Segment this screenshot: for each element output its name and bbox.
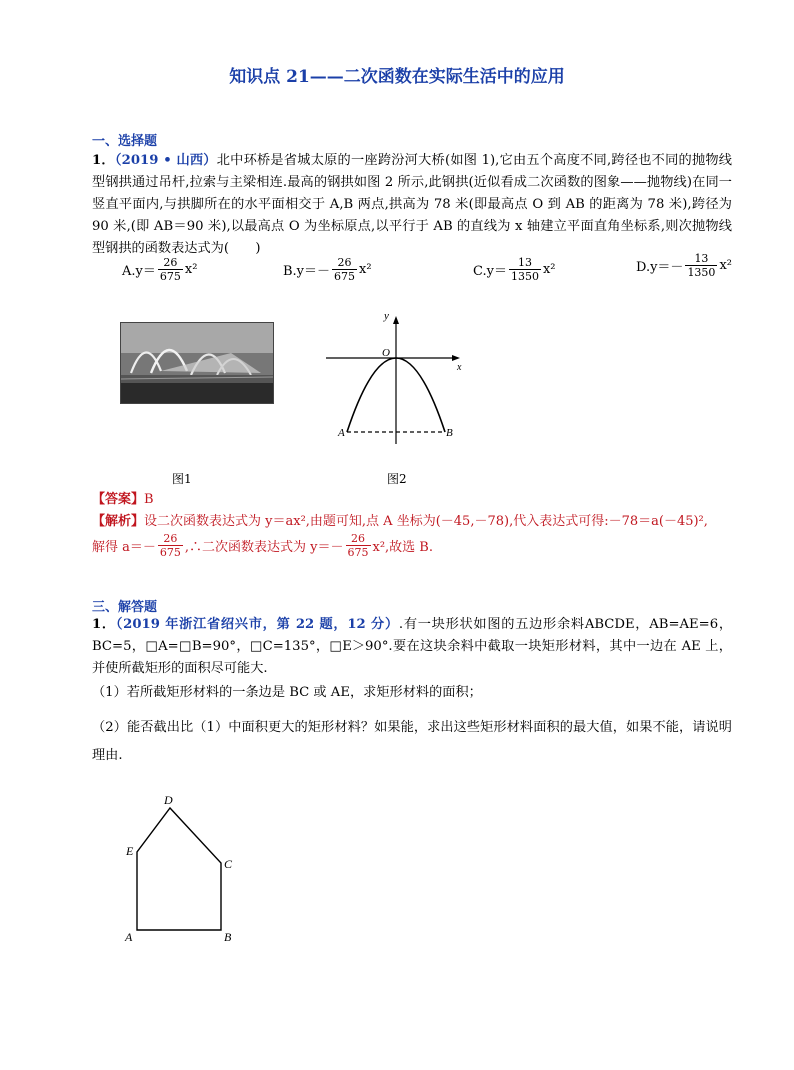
choice-b-prefix: B.y＝－ xyxy=(283,264,331,279)
x-axis-arrow xyxy=(452,355,460,361)
answer-line xyxy=(92,488,154,507)
y-axis-arrow xyxy=(393,316,399,324)
question-source: （2019 • 山西） xyxy=(114,153,217,168)
vertex-a-label: A xyxy=(125,930,133,944)
analysis-fraction-1 xyxy=(158,532,183,559)
choice-c-fraction xyxy=(509,256,541,283)
analysis-fraction-2 xyxy=(346,532,371,559)
vertex-e-label: E xyxy=(126,844,134,858)
choice-a-prefix: A.y＝ xyxy=(122,264,156,279)
bridge-photo xyxy=(120,322,274,404)
question-body: 北中环桥是省城太原的一座跨汾河大桥(如图 1),它由五个高度不同,跨径也不同的抛物线型钢拱通过吊杆,拉索与主梁相连.最高的钢拱如图 2 所示,此钢拱(近似看成二次函数的图象——抛物线)在同一竖直平面内,与拱脚所在的水平面相交于 A,B 两点,拱高为 78 米(即最高点 O 到 AB 的距离为 78 米),跨径为 90 米,(即 AB＝90 米),以最高点 O 为坐标原点,以平行于 AB 的直线为 x 轴建立平面直角坐标系,则次抛物线型钢拱的函数表达式为( ) xyxy=(92,153,732,256)
axis-y-label: y xyxy=(384,310,389,322)
question-2-body: .有一块形状如图的五边形余料ABCDE，AB=AE=6，BC=5，□A=□B=90°，□C=135°，□E＞90°.要在这块余料中截取一块矩形材料，其中一边在 AE 上，并使所截矩形的面积尽可能大. xyxy=(92,617,733,676)
choice-b-suffix: x² xyxy=(359,262,372,277)
choice-d-den: 1350 xyxy=(687,266,716,279)
figure-1-caption: 图1 xyxy=(172,472,192,486)
choice-c-den: 1350 xyxy=(510,270,539,283)
choice-d-prefix: D.y＝－ xyxy=(636,260,684,275)
analysis-text-1: 设二次函数表达式为 y＝ax²,由题可知,点 A 坐标为(－45,－78),代入表达式可得:－78＝a(－45)², xyxy=(144,514,708,529)
pentagon-figure xyxy=(118,788,248,948)
choice-c-num: 13 xyxy=(517,256,532,269)
choice-d-num: 13 xyxy=(694,252,709,265)
question-2-part-1: （1）若所截矩形材料的一条边是 BC 或 AE，求矩形材料的面积； xyxy=(92,685,482,700)
bridge-photo-image xyxy=(121,323,273,403)
choice-b xyxy=(283,256,372,283)
pentagon-abcde xyxy=(137,808,221,930)
question-2-number: 1． xyxy=(92,617,116,632)
parabola-figure xyxy=(320,308,470,446)
analysis-frac-2-den: 675 xyxy=(347,546,369,559)
analysis-text-2-pre: 解得 a＝－ xyxy=(92,540,156,555)
choice-a-suffix: x² xyxy=(184,262,198,277)
vertex-b-label: B xyxy=(224,930,232,944)
choice-d-fraction xyxy=(685,252,717,279)
choice-a xyxy=(122,256,197,283)
question-2-source: （2019 年浙江省绍兴市，第 22 题，12 分） xyxy=(115,617,399,632)
answer-tag: 【答案】 xyxy=(92,492,145,507)
figure-2-caption: 图2 xyxy=(387,472,407,486)
choice-b-den: 675 xyxy=(334,270,356,283)
section-heading-solve: 三、解答题 xyxy=(92,600,158,615)
page-title: 知识点 21——二次函数在实际生活中的应用 xyxy=(229,67,565,87)
choice-a-den: 675 xyxy=(159,270,181,283)
choice-b-num: 26 xyxy=(337,256,352,269)
question-number: 1． xyxy=(92,153,115,168)
point-b-label: B xyxy=(446,427,453,439)
analysis-frac-2-num: 26 xyxy=(351,532,365,545)
question-2-part-2: （2）能否截出比（1）中面积更大的矩形材料？如果能，求出这些矩形材料面积的最大值，如果不能，请说明理由. xyxy=(92,720,732,763)
analysis-text-2-mid: ,∴二次函数表达式为 y＝－ xyxy=(184,540,344,555)
analysis-frac-1-num: 26 xyxy=(163,532,178,545)
analysis-frac-1-den: 675 xyxy=(159,546,181,559)
choice-a-fraction xyxy=(158,256,183,283)
analysis-tag: 【解析】 xyxy=(92,514,145,529)
axis-x-label: x xyxy=(457,362,462,373)
point-a-label: A xyxy=(338,427,345,439)
point-o-label: O xyxy=(382,347,390,359)
analysis-line-1 xyxy=(92,510,752,529)
choice-d-suffix: x² xyxy=(719,258,732,273)
analysis-line-2 xyxy=(92,532,433,559)
choice-a-num: 26 xyxy=(163,256,178,269)
choice-b-fraction xyxy=(332,256,357,283)
choice-c-prefix: C.y＝ xyxy=(473,264,507,279)
choice-d xyxy=(636,252,732,279)
vertex-c-label: C xyxy=(224,857,233,871)
analysis-text-2-post: x²,故选 B. xyxy=(372,540,433,555)
choice-c-suffix: x² xyxy=(542,262,556,277)
question-2-text xyxy=(92,614,732,680)
choice-c xyxy=(473,256,556,283)
question-1-text xyxy=(92,150,732,260)
vertex-d-label: D xyxy=(164,793,173,807)
answer-value: B xyxy=(144,492,154,507)
section-heading-choice: 一、选择题 xyxy=(92,134,158,149)
